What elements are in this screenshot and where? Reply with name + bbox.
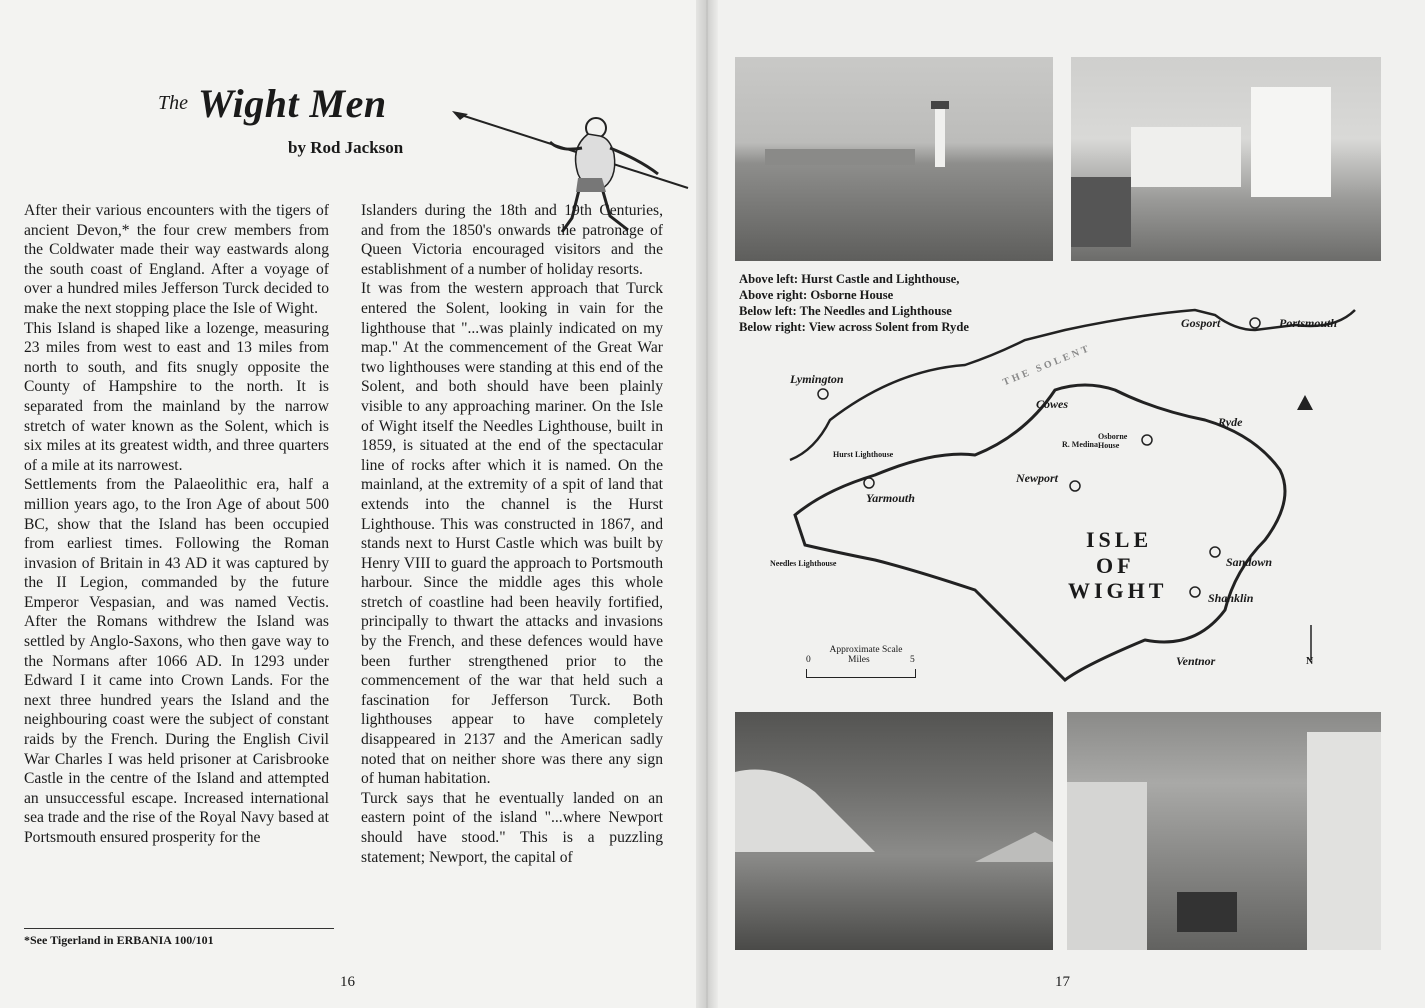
photo-needles bbox=[735, 712, 1053, 950]
map-label-gosport: Gosport bbox=[1181, 316, 1221, 330]
caption-line: Above left: Hurst Castle and Lighthouse, bbox=[739, 272, 960, 286]
page-number-right: 17 bbox=[1055, 974, 1070, 990]
scale-title: Approximate Scale bbox=[829, 645, 903, 655]
caption-line: Below left: The Needles and Lighthouse bbox=[739, 304, 952, 318]
scale-bar bbox=[806, 669, 916, 678]
caption-line: Below right: View across Solent from Ryde bbox=[739, 320, 969, 334]
footnote-rule bbox=[24, 928, 334, 929]
isle-of-wight-map bbox=[735, 270, 1385, 710]
map-title-wight: WIGHT bbox=[1068, 578, 1168, 603]
article-title: Wight Men bbox=[198, 81, 387, 126]
map-label-shanklin: Shanklin bbox=[1208, 591, 1254, 605]
scale-units: Miles bbox=[848, 655, 870, 665]
map-title-isle: ISLE bbox=[1086, 527, 1153, 552]
map-label-needles: Needles Lighthouse bbox=[770, 559, 837, 568]
paragraph: Turck says that he eventually landed on an eastern point of the island "...where Newport should have stood." This is a puzzling statement; Newport, the capital of bbox=[361, 789, 663, 866]
page-number-left: 16 bbox=[340, 974, 355, 990]
island-coast bbox=[795, 385, 1285, 680]
paragraph: Islanders during the 18th and 19th Centuries, and from the 1850's onwards the patronage of Queen Victoria encouraged visitors and the establishment of a number of holiday resorts. bbox=[361, 202, 663, 278]
map-label-cowes: Cowes bbox=[1036, 397, 1069, 411]
book-gutter bbox=[696, 0, 718, 1008]
photo-hurst-castle bbox=[735, 57, 1053, 261]
scale-max: 5 bbox=[910, 655, 915, 665]
paragraph: Settlements from the Palaeolithic era, half a million years ago, to the Iron Age of about 500 BC, show that the Island has been occupied from earliest times. Following the Roman invasion of Britain in 43 AD it was captured by the II Legion, commanded by the future Emperor Vespasian, and was named Vectis. After the Romans withdrew the Island was settled by Anglo-Saxons, who then gave way to the Normans after 1066 AD. In 1293 under Edward I it came into Crown Lands. For the next three hundred years the Island and the neighbouring coast were the subject of constant raids by the French. During the English Civil War Charles I was held prisoner at Carisbrooke Castle in the centre of the Island and attempted an unsuccessful escape. Increased international sea trade and the rise of the Royal Navy based at Portsmouth ensured prosperity for the bbox=[24, 476, 329, 846]
map-label-ventnor: Ventnor bbox=[1176, 654, 1216, 668]
caption-line: Above right: Osborne House bbox=[739, 288, 894, 302]
photo-captions bbox=[739, 271, 969, 335]
photo-ryde-street bbox=[1067, 712, 1381, 950]
map-label-portsmouth: Portsmouth bbox=[1279, 316, 1338, 330]
north-label: N bbox=[1306, 656, 1314, 667]
paragraph: After their various encounters with the tigers of ancient Devon,* the four crew members from the Coldwater made their way eastwards along the south coast of England. After a voyage of over a hundred miles Jefferson Turck decided to make the next stopping place the Isle of Wight. bbox=[24, 202, 329, 317]
text-column-1 bbox=[24, 201, 329, 848]
map-label-hurst: Hurst Lighthouse bbox=[833, 450, 894, 459]
title-prefix: The bbox=[158, 92, 188, 114]
article-title-block bbox=[150, 60, 550, 190]
map-label-sandown: Sandown bbox=[1226, 555, 1273, 569]
map-label-newport: Newport bbox=[1016, 471, 1058, 485]
footnote: *See Tigerland in ERBANIA 100/101 bbox=[24, 933, 214, 947]
map-label-osborne: Osborne House bbox=[1098, 432, 1128, 450]
paragraph: This Island is shaped like a lozenge, measuring 23 miles from west to east and 13 miles from north to south, and fits snugly opposite the County of Hampshire to the north. It is separated from the mainland by the narrow stretch of water known as the Solent, which is six miles at its greatest width, and three quarters of a mile at its narrowest. bbox=[24, 319, 329, 474]
byline: by Rod Jackson bbox=[288, 138, 404, 157]
map-label-solent: THE SOLENT bbox=[1001, 342, 1093, 389]
map-label-ryde: Ryde bbox=[1218, 415, 1243, 429]
map-title-of: OF bbox=[1096, 553, 1135, 578]
map-label-yarmouth: Yarmouth bbox=[866, 491, 915, 505]
map-label-lymington: Lymington bbox=[790, 372, 844, 386]
scale-min: 0 bbox=[806, 655, 811, 665]
map-label-medina: R. Medina bbox=[1062, 440, 1098, 449]
photo-osborne-house bbox=[1071, 57, 1381, 261]
paragraph: It was from the western approach that Turck entered the Solent, looking in vain for the lighthouse that "...was plainly indicated on my map." At the commencement of the Great War two lighthouses were standing at this end of the Solent, and both should have been plainly visible to any approaching mariner. On the Isle of Wight itself the Needles Lighthouse, built in 1859, is situated at the end of the spectacular line of rocks after which it is named. On the mainland, at the extremity of a spit of land that extends into the channel is the Hurst Lighthouse. This was constructed in 1867, and stands next to Hurst Castle which was built by Henry VIII to guard the approach to Portsmouth harbour. Since the middle ages this whole stretch of coastline had been heavily fortified, principally to thwart the attacks and invasions by the French, and these defences would have been further strengthened prior to the commencement of the war that held such a fascination for Jefferson Turck. Both lighthouses appear to have completely disappeared in 2137 and the American sadly noted that on neither shore was there any sign of human habitation. bbox=[361, 280, 663, 788]
map-scale bbox=[806, 645, 926, 678]
text-column-2 bbox=[361, 201, 663, 867]
